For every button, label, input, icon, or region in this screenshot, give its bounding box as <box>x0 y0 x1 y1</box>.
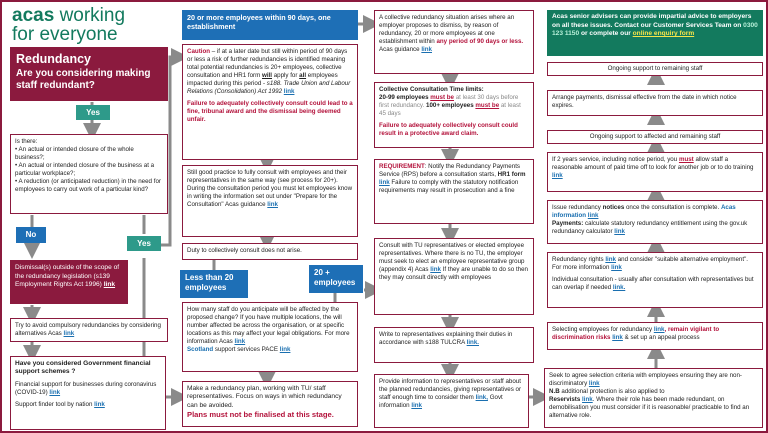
rights-text2: and consider "suitable alternative employment". For more information <box>552 256 748 271</box>
ongoing-affected-box <box>547 130 763 144</box>
two-years-text2: allow staff a reasonable amount of paid time off to look for another job or to do training <box>552 156 754 171</box>
notices-text2: once the consultation is complete. <box>624 204 720 211</box>
make-plan-warning: Plans must not be finalised at this stage. <box>187 410 334 420</box>
acas-logo <box>12 6 125 44</box>
consult-tu-direct: If they are unable to do so then they may consult directly with employees <box>379 265 528 281</box>
requirement-hr1: HR1 form <box>497 170 526 178</box>
tag-less-than-20: Less than 20 employees <box>180 270 248 298</box>
time-limits-box <box>374 82 534 148</box>
make-plan-text: Make a redundancy plan, working with TU/ staff representatives. Focus on ways in which redundancy can be avoided. <box>187 385 342 409</box>
how-many-pace-text: support services PACE <box>213 345 279 353</box>
caution-text-3: employees impacted during this period - <box>187 71 338 87</box>
notices-bold: notices <box>602 204 625 211</box>
time-limits-20-99: 20-99 employees <box>379 93 429 101</box>
time-limits-45-days: at least 45 days <box>379 101 521 117</box>
avoid-compulsory-box <box>10 318 168 342</box>
gov-support-box <box>10 356 166 430</box>
ongoing-remaining-text: Ongoing support to remaining staff <box>607 65 703 72</box>
good-practice-box <box>182 165 358 237</box>
criteria-text3: . Where their role has been made redundant, on demobilisation you must consider if it is reasonable/ practicable to find an alternative role. <box>549 395 750 419</box>
dismissal-outside-text: Dismissal(s) outside of the scope of the redundancy legislation (s139 Employment Rights Act 1996) <box>15 264 120 289</box>
gov-support-covid-text: Financial support for businesses during coronavirus (COVID-19) <box>15 380 157 396</box>
time-limits-must-be-1: must be <box>430 93 454 101</box>
title-block <box>10 47 168 101</box>
how-many-scotland: Scotland <box>187 345 214 353</box>
write-reps-link[interactable]: link. <box>466 338 479 346</box>
provide-info-box <box>374 374 529 428</box>
ongoing-remaining-box <box>547 62 763 76</box>
caution-act: s188. Trade Union and Labour Relations (Consolidation) Act 1992 <box>187 79 351 95</box>
consult-tu-link[interactable]: link <box>430 265 441 273</box>
is-there-closure-workplace: • An actual or intended closure of the business at a particular workplace?; <box>15 161 155 177</box>
notices-payments-label: Payments: <box>552 219 584 227</box>
time-limits-30-days: at least 30 days <box>454 93 500 101</box>
caution-word: Caution <box>187 48 211 55</box>
collective-situation-guidance: Acas guidance <box>379 45 420 53</box>
logo-line2: for everyone <box>12 24 118 45</box>
yes-label-1: Yes <box>76 105 110 120</box>
logo-word: acas <box>12 5 55 26</box>
two-years-must: must <box>678 156 694 163</box>
avoid-text: Try to avoid compulsory redundancies by considering alternatives Acas <box>15 322 161 337</box>
selecting-discrimination-link[interactable]: link <box>612 333 623 341</box>
provide-info-text: Provide information to representatives or staff about the planned redundancies, giving representatives or staff enough time to consider them <box>379 378 522 401</box>
time-limits-100-plus: 100+ employees <box>424 101 474 109</box>
provide-info-govt: Govt information <box>379 393 503 409</box>
acas-advisers-text2: or complete our <box>579 30 631 38</box>
consult-tu-text: Consult with TU representatives or elected employee representatives. Where there is no TU, the employer must seek to elect an employee representative group (appendix 4) Acas <box>379 242 525 273</box>
time-limits-must-be-2: must be <box>475 101 500 109</box>
how-many-link[interactable]: link <box>234 337 246 345</box>
dismissal-outside-box <box>10 260 128 304</box>
caution-text-1: – if at a later date but still within period of 90 days or less a risk of further redundancies is identified meaning total potential redundancies is 20+ employees, collective consultation and HR1 form <box>187 48 348 79</box>
selecting-text: Selecting employees for redundancy <box>552 326 653 333</box>
requirement-box <box>374 159 534 224</box>
acas-advisers-box <box>547 10 763 56</box>
is-there-box <box>10 134 168 214</box>
page-title: Redundancy <box>16 52 92 66</box>
make-plan-box <box>182 381 358 427</box>
notices-acas-link[interactable]: link <box>587 211 599 219</box>
write-reps-box <box>374 327 534 363</box>
duty-box <box>182 243 358 260</box>
requirement-failure: Failure to comply with the statutory notification requirements may result in prosecution and a fine <box>379 178 519 194</box>
provide-info-link[interactable]: link, <box>475 393 488 401</box>
how-many-text: How many staff do you anticipate will be affected by the proposed change? If you have multiple locations, the will number affected be across the organisation, or at specific locations as this may affect your legal obligations. For more information Acas <box>187 306 350 345</box>
is-there-closure-whole: • An actual or intended closure of the whole business?; <box>15 145 134 161</box>
notices-calculator-link[interactable]: link <box>614 227 625 235</box>
criteria-reservists: Reservists <box>549 395 581 403</box>
consult-tu-box <box>374 238 534 315</box>
criteria-box <box>544 368 763 428</box>
rights-box <box>547 252 763 308</box>
notices-payments-text: calculate statutory redundancy entitlement using the gov.uk redundancy calculator <box>552 219 748 235</box>
acas-advisers-form-link[interactable]: online enquiry form <box>632 30 695 38</box>
arrange-payments-box <box>547 90 763 116</box>
requirement-text: : Notify the Redundancy Payments Service (RPS) before a consultation starts, <box>379 163 521 178</box>
good-practice-link[interactable]: link <box>267 200 278 208</box>
tag-20-plus: 20 + employees <box>309 265 363 293</box>
acas-advisers-text: Acas senior advisers can provide impartial advice to employers on all these issues. Contact our Customer Services Team on <box>552 13 752 29</box>
rights-more-link[interactable]: link <box>611 263 622 271</box>
good-practice-text: Still good practice to fully consult with employees and their representatives in the same way (see process for 20+). During the consultation period you must let employees know in writing the information set out under "Prepare for the Consultation" Acas guidance <box>187 169 353 208</box>
notices-text: Issue redundancy <box>552 204 601 211</box>
criteria-link[interactable]: link <box>588 379 600 387</box>
selecting-appeal: & set up an appeal process <box>622 333 700 341</box>
is-there-reduction: • A reduction (or anticipated reduction) in the need for employees to carry out work of a particular kind? <box>15 177 161 193</box>
page-question: Are you considering making staff redundant? <box>16 68 151 91</box>
gov-support-finder-link[interactable]: link <box>94 400 105 408</box>
collective-situation-box <box>374 10 534 74</box>
two-years-box <box>547 152 763 192</box>
how-many-pace-link[interactable]: link <box>279 345 291 353</box>
notices-acas-info: Acas information <box>552 204 736 219</box>
time-limits-heading: Collective Consultation Time limits: <box>379 86 484 93</box>
rights-text: Redundancy rights <box>552 256 604 263</box>
selecting-link[interactable]: link <box>653 326 665 333</box>
requirement-link[interactable]: link <box>379 178 390 186</box>
provide-info-govt-link[interactable]: link <box>411 401 423 409</box>
gov-support-finder-text: Support finder tool by nation <box>15 400 93 408</box>
caution-all: all <box>299 71 307 79</box>
acas-advisers-phone[interactable]: 0300 123 1150 <box>552 21 758 38</box>
collective-situation-bold: any period of 90 days or less. <box>436 37 524 45</box>
caution-link[interactable]: link <box>283 87 295 95</box>
selecting-discrimination: , remain vigilant to discrimination risks <box>552 326 720 341</box>
requirement-label: REQUIREMENT <box>379 163 425 170</box>
criteria-text: Seek to agree selection criteria with employees ensuring they are non-discriminatory <box>549 372 742 387</box>
logo-line1: working <box>59 5 126 26</box>
arrange-payments-text: Arrange payments, dismissal effective from the date in which notice expires. <box>552 94 737 109</box>
rights-individual: Individual consultation - usually after consultation with representatives but can overlap if needed <box>552 275 754 291</box>
yes-label-2: Yes <box>127 236 161 251</box>
selecting-box <box>547 322 763 350</box>
two-years-link[interactable]: link <box>552 171 563 179</box>
is-there-heading: Is there: <box>15 138 38 145</box>
how-many-box <box>182 302 358 372</box>
criteria-text2: additional protection is also applied to <box>559 387 665 395</box>
criteria-nb: N.B <box>549 387 560 395</box>
caution-box <box>182 44 358 160</box>
dismissal-outside-link[interactable]: link <box>103 281 116 289</box>
time-limits-before-first: before first redundancy. <box>379 93 519 109</box>
collective-situation-link[interactable]: link <box>421 45 432 53</box>
rights-link[interactable]: link <box>605 256 616 263</box>
time-limits-warning: Failure to adequately collectively consult could result in a protective award claim. <box>379 121 518 137</box>
caution-will: will <box>262 71 272 79</box>
duty-text: Duty to collectively consult does not arise. <box>187 247 302 254</box>
collective-situation-text: A collective redundancy situation arises where an employer proposes to dismiss, by reason of redundancy, 20 or more employees at one establishment within <box>379 14 515 45</box>
write-reps-text: Write to representatives explaining their duties in accordance with s188 TULCRA <box>379 331 513 346</box>
gov-support-heading: Have you considered Government financial support schemes ? <box>15 360 151 376</box>
notices-box <box>547 200 763 244</box>
criteria-reservists-link[interactable]: link <box>582 395 593 403</box>
caution-text-2: apply for <box>271 71 298 79</box>
gov-support-covid-link[interactable]: link <box>49 388 61 396</box>
no-label: No <box>16 227 46 243</box>
rights-individual-link[interactable]: link. <box>612 283 626 291</box>
avoid-link[interactable]: link <box>63 329 75 337</box>
two-years-text: If 2 years service, including notice period, you <box>552 156 678 163</box>
caution-warning: Failure to adequately collectively consult could lead to a fine, tribunal award and the dismissal being deemed unfair. <box>187 99 353 123</box>
ongoing-affected-text: Ongoing support to affected and remaining staff <box>589 133 721 140</box>
tag-20-or-more: 20 or more employees within 90 days, one establishment <box>182 10 358 40</box>
